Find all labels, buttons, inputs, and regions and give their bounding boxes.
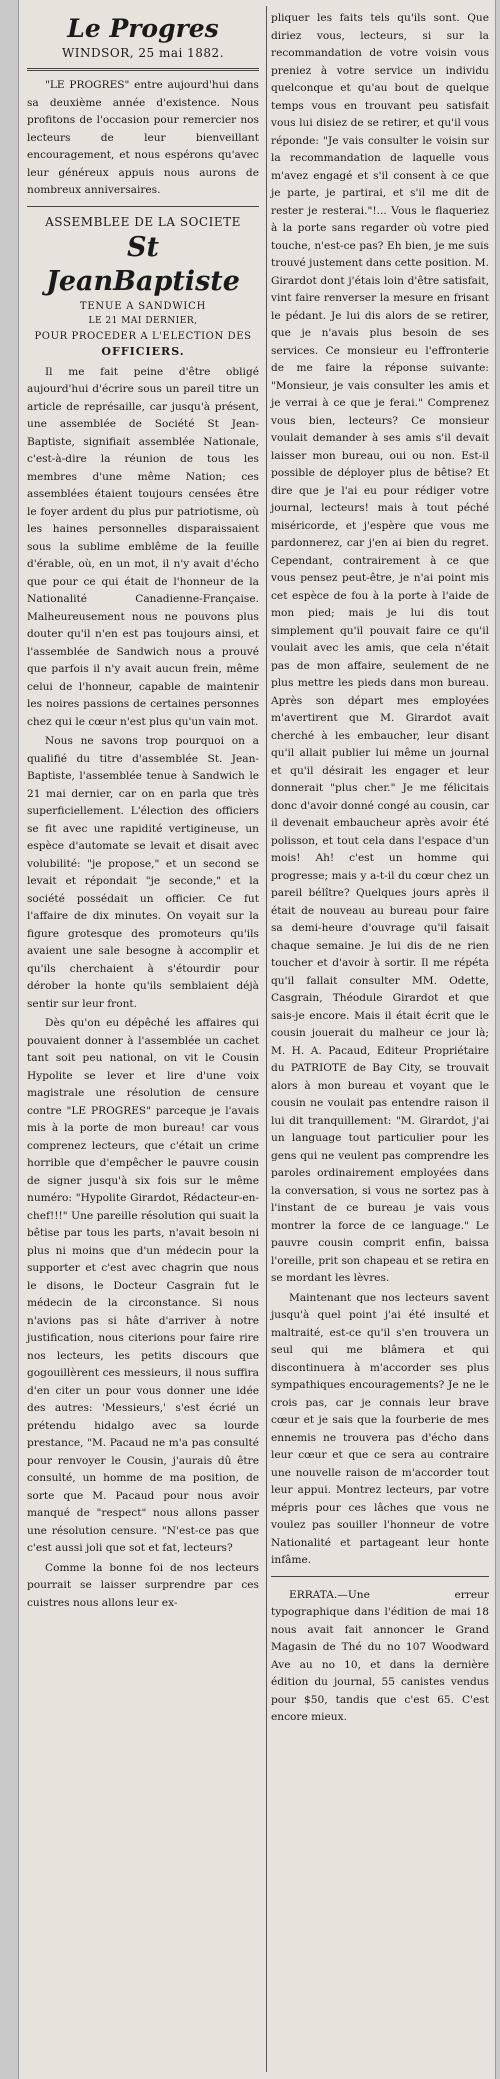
errata-notice: ERRATA.—Une erreur typographique dans l'édition de mai 18 nous avait fait annoncer le Grand Magasin de Thé du no 107 Woodward Ave au no 10, et dans la dernière édition du journal, 55 canistes vendus pour $50, tandis que c'est 65. C'est encore mieux. bbox=[271, 1588, 489, 1723]
article-paragraph: pliquer les faits tels qu'ils sont. Que diriez vous, lecteurs, si sur la recommandation de votre voisin vous preniez à votre service un individu quelconque et qu'au bout de quelque temps vous en trouvant peu satisfait vous lui disiez de se retirer, et qu'il vous réponde: "Je vais consulter le voisin sur la recommandation de laquelle vous m'avez engagé et s'il consent à ce que je parte, je partirai, et s'il me dit de rester je resterai."!... Vous le flaqueriez à la porte sans regarder où votre pied touche, n'est-ce pas? Eh bien, je me suis trouvé justement dans cette position. M. Girardot dont j'étais loin d'être satisfait, vint faire renverser la mesure en frisant le pédant. Je lui dis alors de se retirer, que je n'avais plus besoin de ses services. Ce monsieur eu l'effronterie de me faire la réponse suivante: "Monsieur, je vais consulter les amis et je verrai à ce que je ferai." Comprenez vous bien, lecteurs? Ce monsieur voulait demander à ses amis s'il devait laisser mon bureau, oui ou non. Est-il possible de déployer plus de bêtise? Et dire que je l'ai eu pour rédiger votre journal, lecteurs! mais à tout péché miséricorde, et j'espère que vous me pardonnerez, car j'en ai bien du regret. Cependant, contrairement à ce que vous pensez peut-être, je n'ai point mis cet espèce de fou à la porte à l'aide de mon pied; mais je lui dis tout simplement qu'il pouvait faire ce qu'il voulait avec les amis, que cela n'était pas de mon affaire, seulement de ne plus mettre les pieds dans mon bureau. Après son départ mes employées m'avertirent que M. Girardot avait cherché à les embaucher, leur disant qu'il allait publier lui même un journal et qu'il désirait les engager et leur donnerait "plus cher." Je me félicitais donc d'avoir donné congé au cousin, car il devenait embaucheur après avoir été polisson, et tout cela dans l'espace d'un mois! Ah! c'est un homme qui progresse; mais y a-t-il du cœur chez un pareil bélître? Quelques jours après il était de nouveau au bureau pour faire sa demi-heure d'ouvrage qu'il faisait chaque semaine. Je lui dis de ne rien toucher et d'avoir à sortir. Il me répéta qu'il fallait consulter MM. Odette, Casgrain, Théodule Girardot et que sais-je encore. Mais il était écrit que le cousin jouerait du malheur ce jour là; M. H. A. Pacaud, Editeur Propriétaire du PATRIOTE de Bay City, se trouvait alors à mon bureau et voyant que le cousin ne voulait pas entendre raison il lui dit tranquillement: "M. Girardot, j'ai un language tout particulier pour les gens qui ne veulent pas comprendre les paroles ordinairement employées dans la conversation, si vous ne sortez pas à l'instant de ce bureau je vais vous montrer la force de ce language." Le pauvre cousin comprit enfin, baissa l'oreille, prit son chapeau et se retira en se mordant les lèvres. bbox=[271, 12, 489, 1284]
rule bbox=[27, 68, 259, 71]
article-heading-line1: ASSEMBLEE DE LA SOCIETE bbox=[45, 214, 241, 229]
article-heading-purpose: POUR PROCEDER A L'ELECTION DES bbox=[34, 330, 252, 342]
article-heading-date: LE 21 MAI DERNIER, bbox=[88, 315, 198, 326]
dateline: WINDSOR, 25 mai 1882. bbox=[61, 46, 225, 60]
left-column bbox=[27, 10, 259, 1614]
article-paragraph: Comme la bonne foi de nos lecteurs pourrait se laisser surprendre par ces cuistres nous allons leur ex- bbox=[27, 1561, 259, 1609]
rule bbox=[27, 206, 259, 207]
article-heading-line3: TENUE A SANDWICH bbox=[79, 300, 207, 312]
masthead-title: Le Progres bbox=[67, 14, 219, 43]
right-column bbox=[271, 10, 489, 1729]
article-heading-officers: OFFICIERS. bbox=[101, 344, 185, 358]
article-paragraph: Nous ne savons trop pourquoi on a qualifié du titre d'assemblée St. Jean-Baptiste, l'assemblée tenue à Sandwich le 21 mai dernier, car on en parla que très superficiellement. L'élection des officiers se fit avec une rapidité vertigineuse, un espèce d'automate se levait et disait avec volubilité: "je propose," et un second se levait et répondait "je seconde," et la société possédait un officier. Ce fut l'affaire de dix minutes. On voyait sur la figure grotesque des promoteurs qu'ils avaient une sale besogne à accomplir et qu'ils cherchaient à s'étourdir pour dérober la honte qu'ils semblaient déjà sentir sur leur front. bbox=[27, 735, 259, 1010]
article-heading-saint: St JeanBaptiste bbox=[46, 231, 240, 297]
rule bbox=[271, 1576, 489, 1577]
newspaper-page bbox=[18, 0, 496, 2079]
article-paragraph: Dès qu'on eu dépêché les affaires qui pouvaient donner à l'assemblée un cachet tant soit peu national, on vit le Cousin Hypolite se lever et lire d'une voix magistrale une résolution de censure contre "LE PROGRES" parceque je l'avais mis à la porte de mon bureau! car vous comprenez lecteurs, que c'était un crime horrible que d'empêcher le pauvre cousin de signer jusqu'à six fois sur le même numéro: "Hypolite Girardot, Rédacteur-en-chef!!!" Une pareille résolution qui suait la bêtise par tous les parts, n'avait besoin ni plus ni moins que d'un médecin pour la supporter et c'est avec chagrin que nous le disons, le Docteur Casgrain fut le médecin de la circonstance. Si nous n'avions pas si hâte d'arriver à notre justification, nous citerions pour faire rire nos lecteurs, les petits discours que gogouillèrent ces messieurs, il nous suffira d'en citer un pour vous donner une idée des autres: 'Messieurs,' s'est écrié un prétendu hidalgo avec sa lourde prestance, "M. Pacaud ne m'a pas consulté pour renvoyer le Cousin, j'aurais dû être consulté, un homme de ma position, de sorte que M. Pacaud pour nous avoir manqué de "respect" nous allons passer une résolution censure. "N'est-ce pas que c'est aussi joli que sot et fat, lecteurs? bbox=[27, 1017, 259, 1554]
article-paragraph: Il me fait peine d'être obligé aujourd'hui d'écrire sous un pareil titre un article de représaille, car jusqu'à présent, une assemblée de Société St Jean-Baptiste, signifiait assemblée Nationale, c'est-à-dire la réunion de tous les membres d'une même Nation; ces assemblées étaient toujours censées être le foyer ardent du plus pur patriotisme, où les haines personnelles disparaissaient sous la sublime emblême de la feuille d'érable, où, en un mot, il n'y avait d'écho que pour ce qui était de l'honneur de la Nationalité Canadienne-Française. Malheureusement nous ne pouvons plus douter qu'il n'en est pas toujours ainsi, et l'assemblée de Sandwich nous a prouvé que parfois il n'y avait aucun frein, même celui de l'honneur, capable de maintenir les noires passions de certaines personnes chez qui le cœur n'est plus qu'un vain mot. bbox=[27, 365, 259, 728]
article-paragraph: Maintenant que nos lecteurs savent jusqu'à quel point j'ai été insulté et maltraité, est-ce qu'il s'en trouvera un seul qui me blâmera et qui discontinuera à m'accorder ses plus sympathiques encouragements? Je ne le crois pas, car je connais leur brave cœur et je sais que la fourberie de mes ennemis ne trouvera pas d'écho dans leur cœur et que ce sera au contraire une nouvelle raison de m'accorder tout leur appui. Montrez lecteurs, par votre mépris pour ces lâches que vous ne voulez pas souiller l'honneur de votre Nationalité et partageant leur honte infâme. bbox=[271, 1291, 489, 1566]
column-divider bbox=[266, 6, 267, 2072]
intro-paragraph: "LE PROGRES" entre aujourd'hui dans sa deuxième année d'existence. Nous profitons de l'occasion pour remercier nos lecteurs de leur bienveillant encouragement, et nous espérons qu'avec leur généreux appuis nous aurons de nombreux anniversaires. bbox=[27, 79, 259, 196]
